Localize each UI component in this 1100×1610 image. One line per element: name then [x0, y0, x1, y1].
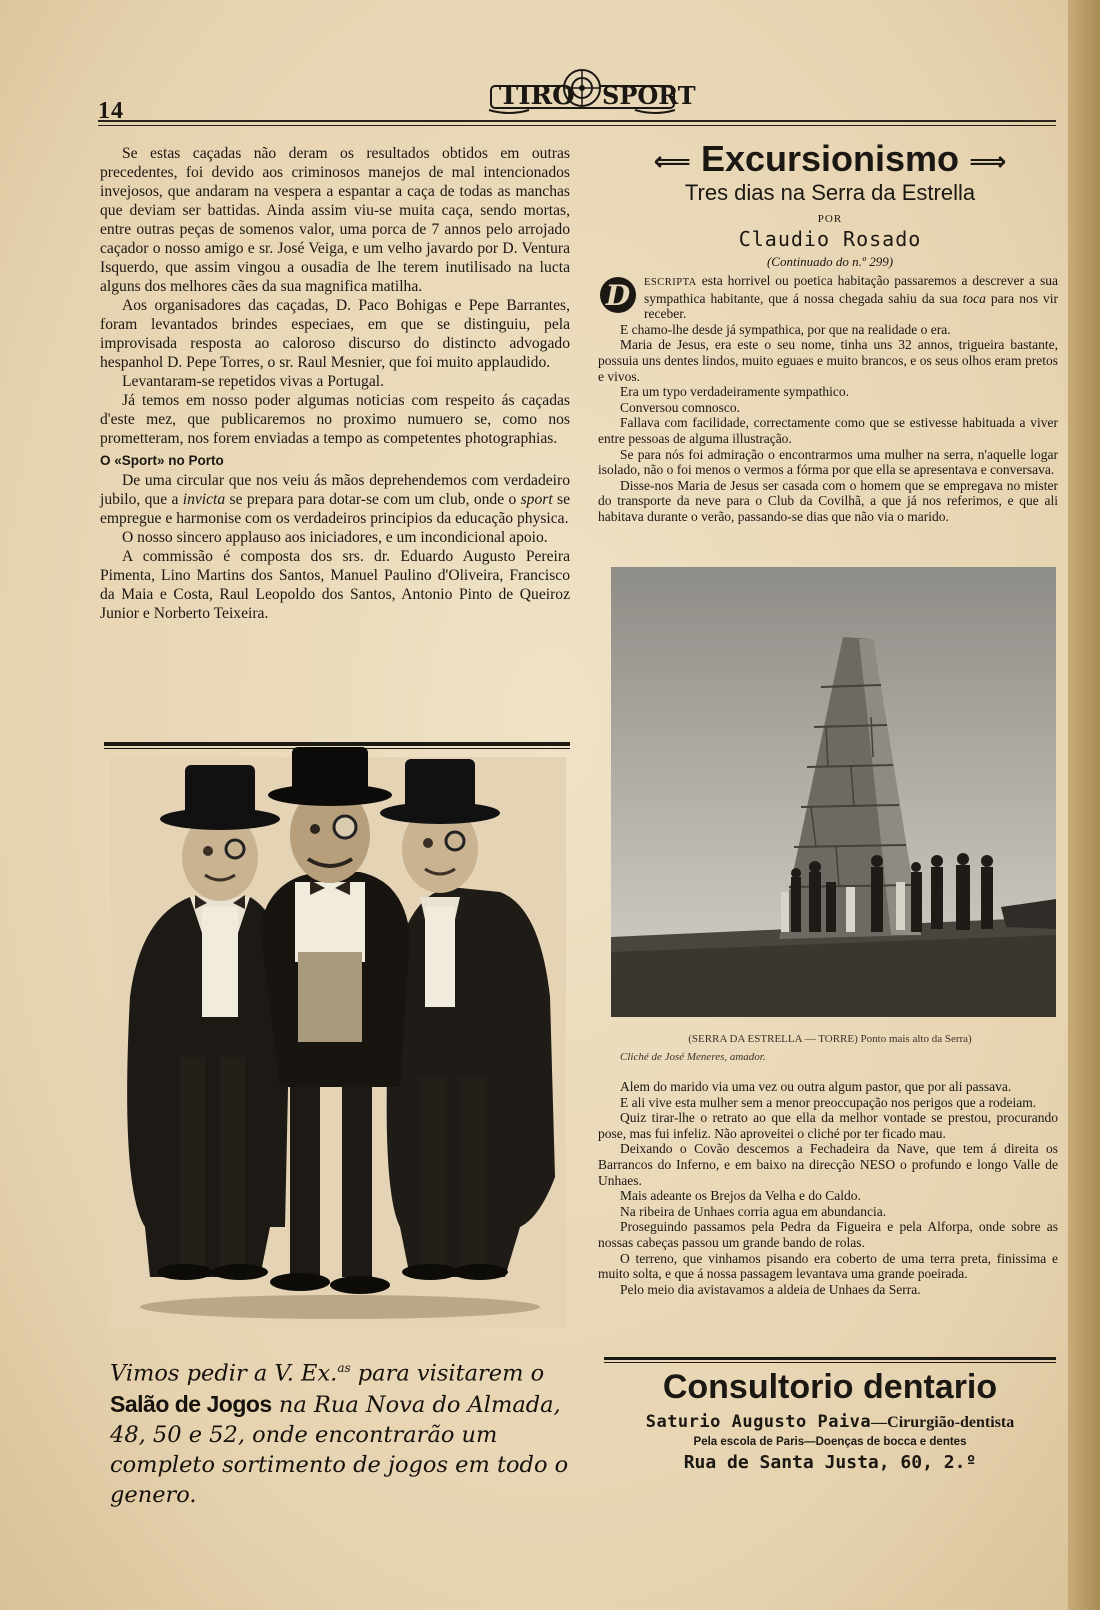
right-arrow-ornament: ⟹	[969, 145, 1007, 176]
advert-superscript: as	[337, 1361, 351, 1375]
left-arrow-ornament: ⟸	[653, 145, 691, 176]
advert-salao-de-jogos	[110, 1353, 580, 1510]
advert-text: na Rua Nova do Almada, 48, 50 e 52, onde encontrarão um completo sortimento de jogos em todo o genero.	[110, 1391, 569, 1508]
consultorio-specialty: Pela escola de Paris—Doenças de bocca e dentes	[693, 1436, 967, 1448]
masthead-logo	[485, 66, 696, 116]
left-column-article	[100, 144, 570, 623]
paragraph: Era um typo verdadeiramente sympathico.	[620, 384, 850, 400]
excursionismo-article-part1	[598, 273, 1058, 525]
excursionismo-heading	[600, 138, 1060, 180]
photo-credit: Cliché de José Meneres, amador.	[620, 1051, 766, 1063]
page-edge-shadow	[1068, 0, 1100, 1610]
heading-text: Excursionismo	[700, 138, 960, 179]
text: se empregue e harmonise com os verdadeiros principios da educação physica.	[100, 491, 571, 527]
text: esta horrivel ou poetica habitação passaremos a descrever a sua sympathica habitante, que á nossa chegada sahiu da sua	[644, 273, 1058, 306]
paragraph: Se estas caçadas não deram os resultados obtidos em outras precedentes, foi devido aos criminosos manejos de mal intencionados invejosos, que andaram na vespera a espantar a caça de todas as manchas que deviam ser battidas. Ainda assim viu-se muita caça, sendo mortas, entre outras peças de somenos valor, uma porca de 7 annos pelo arrojado caçador o nosso amigo e sr. José Veiga, e um velho javardo por D. Ventura Isquerdo, que assim vingou a ousadia de lhe terem inutilisado na lucta alguns dos melhores cães da sua magnifica matilha.	[100, 145, 570, 295]
paragraph: Maria de Jesus, era este o seu nome, tinha uns 32 annos, trigueira bastante, possuia uns dentes lindos, muito eguaes e muito brancos, e os seus olhos eram pretos e vivos.	[598, 337, 1058, 384]
paragraph: Pelo meio dia avistavamos a aldeia de Unhaes da Serra.	[620, 1281, 921, 1297]
advert-text: para visitarem o	[350, 1360, 545, 1387]
paragraph: Disse-nos Maria de Jesus ser casada com o homem que se empregava no mister do transporte da neve para o Club da Covilhã, a que já nos referimos, e que ali habitava durante o verão, passando-se dias que não via o marido.	[598, 477, 1058, 524]
paragraph: Na ribeira de Unhaes corria agua em abundancia.	[620, 1203, 887, 1219]
section-divider	[104, 742, 570, 746]
text: para nos vir receber.	[644, 290, 1058, 322]
emphasis: invicta	[182, 491, 226, 508]
byline-author: Claudio Rosado	[738, 227, 922, 251]
emphasis: toca	[962, 290, 986, 306]
paragraph: Conversou comnosco.	[620, 399, 740, 415]
paragraph: Já temos em nosso poder algumas noticias com respeito ás caçadas d'este mez, que publicaremos no proximo numuero se, como nos prometteram, nos forem enviadas a tempo as competentes photographias.	[100, 392, 570, 447]
paragraph: Se para nós foi admiração o encontrarmos uma mulher na serra, n'aquelle logar isolado, não o foi menos o vermos a fórma por que ella se apresentava e conversava.	[598, 446, 1058, 478]
dropcap-ornament	[598, 275, 638, 315]
text: De uma circular que nos veiu ás mãos deprehendemos com verdadeiro jubilo, que a	[100, 472, 570, 508]
paragraph: Proseguindo passamos pela Pedra da Figueira e pela Alforpa, onde sobre as nossas cabeças passou um grande bando de rolas.	[598, 1219, 1058, 1250]
excursionismo-article-part2	[598, 1079, 1058, 1297]
paragraph	[100, 471, 570, 528]
smallcaps-text: ESCRIPTA	[644, 277, 697, 288]
paragraph	[598, 273, 1058, 322]
svg-text:SPORT: SPORT	[602, 81, 696, 110]
paragraph: O terreno, que vinhamos pisando era coberto de uma terra preta, finissima e muito solta, e que á nossa passagem levantava uma grande poeirada.	[598, 1250, 1058, 1282]
consultorio-address: Rua de Santa Justa, 60, 2.º	[683, 1452, 977, 1473]
photo-three-gentlemen-top-hats	[110, 757, 566, 1327]
advert-salao-name: Salão de Jogos	[110, 1390, 272, 1417]
dentist-profession: —Cirurgião-dentista	[871, 1414, 1015, 1431]
continued-note: (Continuado do n.º 299)	[766, 254, 894, 269]
paragraph: O nosso sincero applauso aos iniciadores, e um incondicional apoio.	[122, 529, 548, 546]
byline-por: POR	[817, 213, 843, 225]
emphasis: sport	[520, 491, 553, 508]
dropcap-letter: D	[605, 279, 631, 312]
paragraph: Aos organisadores das caçadas, D. Paco Bohigas e Pepe Barrantes, foram levantados brindes especiaes, em que se distinguiu, pela improvisada resposta ao caloroso discurso do distincto advogado hespanhol D. Pepe Torres, o sr. Raul Mesnier, que foi muito applaudido.	[100, 297, 570, 371]
paragraph: Deixando o Covão descemos a Fechadeira da Nave, que tem á direita os Barrancos do Inferno, e em baixo na direcção NESO o profundo e longo Valle de Unhaes.	[598, 1141, 1058, 1188]
paragraph: Mais adeante os Brejos da Velha e do Caldo.	[620, 1188, 861, 1204]
consultorio-title: Consultorio dentario	[662, 1368, 998, 1406]
page-number: 14	[98, 98, 124, 124]
photo-caption: (SERRA DA ESTRELLA — TORRE) Ponto mais alto da Serra)	[688, 1033, 972, 1045]
advert-divider	[604, 1357, 1056, 1360]
excursionismo-subtitle: Tres dias na Serra da Estrella	[684, 180, 976, 205]
paragraph: A commissão é composta dos srs. dr. Eduardo Augusto Pereira Pimenta, Lino Martins dos Santos, Manuel Paulino d'Oliveira, Francisco da Maia e Costa, Raul Leopoldo dos Santos, Antonio Pinto de Queiroz Junior e Norberto Teixeira.	[100, 548, 570, 622]
paragraph: Quiz tirar-lhe o retrato ao que ella da melhor vontade se prestou, procurando pose, mas fui infeliz. Não aproveitei o cliché por ter ficado mau.	[598, 1110, 1058, 1141]
svg-text:TIRO: TIRO	[499, 81, 575, 111]
header-rule	[98, 120, 1056, 122]
paragraph: Fallava com facilidade, correctamente como que se estivesse habituada a viver entre pessoas de alguma illustração.	[598, 415, 1058, 446]
text: se prepara para dotar-se com um club, onde o	[225, 491, 521, 508]
advert-text: Vimos pedir a V. Ex.	[110, 1360, 338, 1387]
paragraph: Alem do marido via uma vez ou outra algum pastor, que por ali passava.	[620, 1079, 1012, 1094]
dentist-name: Saturio Augusto Paiva	[645, 1412, 872, 1432]
paragraph: E chamo-lhe desde já sympathica, por que na realidade o era.	[620, 321, 951, 337]
paragraph: E ali vive esta mulher sem a menor preoccupação nos perigos que a rodeiam.	[620, 1094, 1037, 1110]
paragraph: Levantaram-se repetidos vivas a Portugal.	[122, 373, 384, 390]
subheading-sport-porto: O «Sport» no Porto	[100, 453, 224, 468]
advert-divider-thin	[604, 1362, 1056, 1363]
header-rule-thin	[98, 125, 1056, 126]
consultorio-dentist-line	[600, 1412, 1060, 1432]
photo-serra-estrella-torre	[611, 567, 1056, 1017]
